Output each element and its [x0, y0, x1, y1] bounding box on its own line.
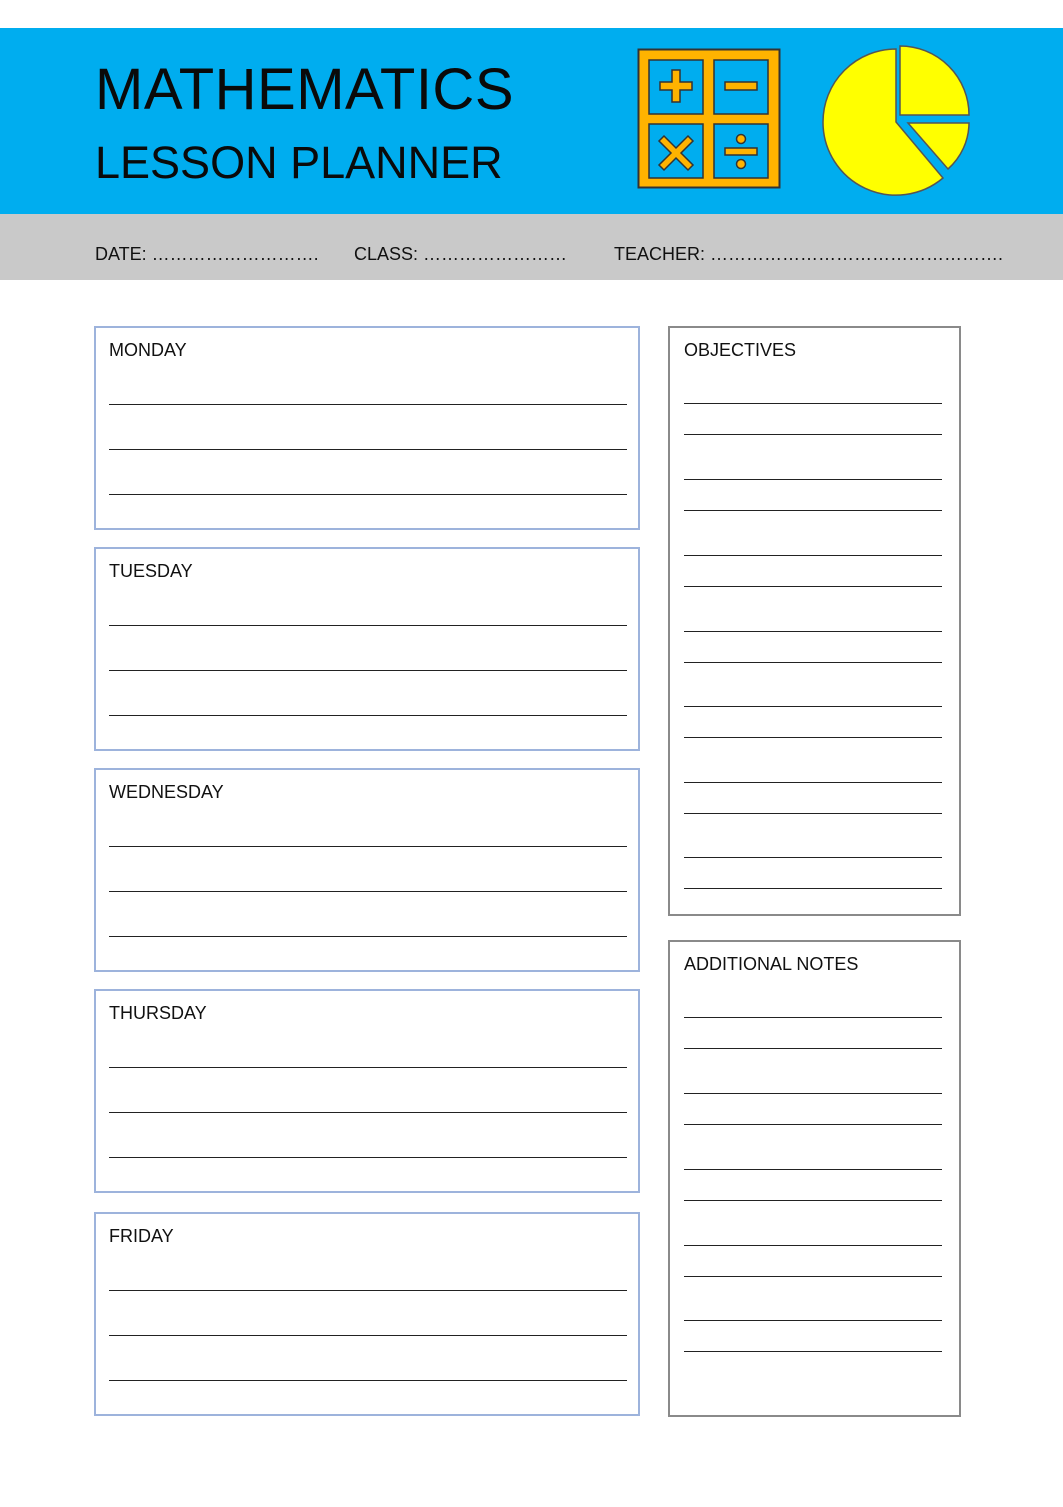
day-box-monday: [94, 326, 640, 530]
objectives-box: [668, 326, 961, 916]
writing-line[interactable]: [109, 715, 627, 716]
writing-line[interactable]: [109, 846, 627, 847]
writing-line[interactable]: [684, 555, 942, 556]
writing-line[interactable]: [109, 1157, 627, 1158]
writing-line[interactable]: [109, 670, 627, 671]
writing-line[interactable]: [109, 1112, 627, 1113]
day-box-thursday: [94, 989, 640, 1193]
writing-line[interactable]: [109, 1290, 627, 1291]
class-field[interactable]: CLASS: ……………………: [354, 244, 568, 264]
writing-line[interactable]: [684, 1200, 942, 1201]
writing-line[interactable]: [684, 857, 942, 858]
writing-line[interactable]: [684, 403, 942, 404]
writing-line[interactable]: [109, 891, 627, 892]
day-label: TUESDAY: [109, 561, 193, 581]
writing-line[interactable]: [684, 662, 942, 663]
day-box-friday: [94, 1212, 640, 1416]
writing-line[interactable]: [109, 1335, 627, 1336]
writing-line[interactable]: [684, 510, 942, 511]
day-box-wednesday: [94, 768, 640, 972]
writing-line[interactable]: [109, 1380, 627, 1381]
notes-label: ADDITIONAL NOTES: [684, 954, 859, 974]
writing-line[interactable]: [684, 631, 942, 632]
writing-line[interactable]: [684, 1245, 942, 1246]
objectives-label: OBJECTIVES: [684, 340, 797, 360]
writing-line[interactable]: [684, 813, 942, 814]
day-label: WEDNESDAY: [109, 782, 224, 802]
writing-line[interactable]: [684, 1276, 942, 1277]
writing-line[interactable]: [684, 888, 942, 889]
day-label: THURSDAY: [109, 1003, 207, 1023]
day-label: MONDAY: [109, 340, 187, 360]
writing-line[interactable]: [684, 1048, 942, 1049]
writing-line[interactable]: [109, 449, 627, 450]
writing-line[interactable]: [109, 625, 627, 626]
writing-line[interactable]: [684, 1093, 942, 1094]
teacher-field[interactable]: TEACHER: ………………………………………….: [614, 244, 1004, 264]
day-label: FRIDAY: [109, 1226, 174, 1246]
writing-line[interactable]: [109, 494, 627, 495]
writing-line[interactable]: [684, 737, 942, 738]
writing-line[interactable]: [109, 936, 627, 937]
writing-line[interactable]: [684, 586, 942, 587]
writing-line[interactable]: [684, 782, 942, 783]
pie-chart-icon: [820, 45, 972, 197]
writing-line[interactable]: [684, 1017, 942, 1018]
writing-line[interactable]: [684, 706, 942, 707]
date-field[interactable]: DATE: ……………………….: [95, 244, 319, 264]
page-title: MATHEMATICS: [95, 57, 515, 122]
writing-line[interactable]: [684, 479, 942, 480]
writing-line[interactable]: [684, 434, 942, 435]
calculator-operations-icon: [637, 48, 781, 189]
day-box-tuesday: [94, 547, 640, 751]
writing-line[interactable]: [684, 1351, 942, 1352]
page-subtitle: LESSON PLANNER: [95, 137, 503, 188]
additional-notes-box: [668, 940, 961, 1417]
writing-line[interactable]: [109, 404, 627, 405]
writing-line[interactable]: [684, 1169, 942, 1170]
writing-line[interactable]: [109, 1067, 627, 1068]
writing-line[interactable]: [684, 1124, 942, 1125]
writing-line[interactable]: [684, 1320, 942, 1321]
